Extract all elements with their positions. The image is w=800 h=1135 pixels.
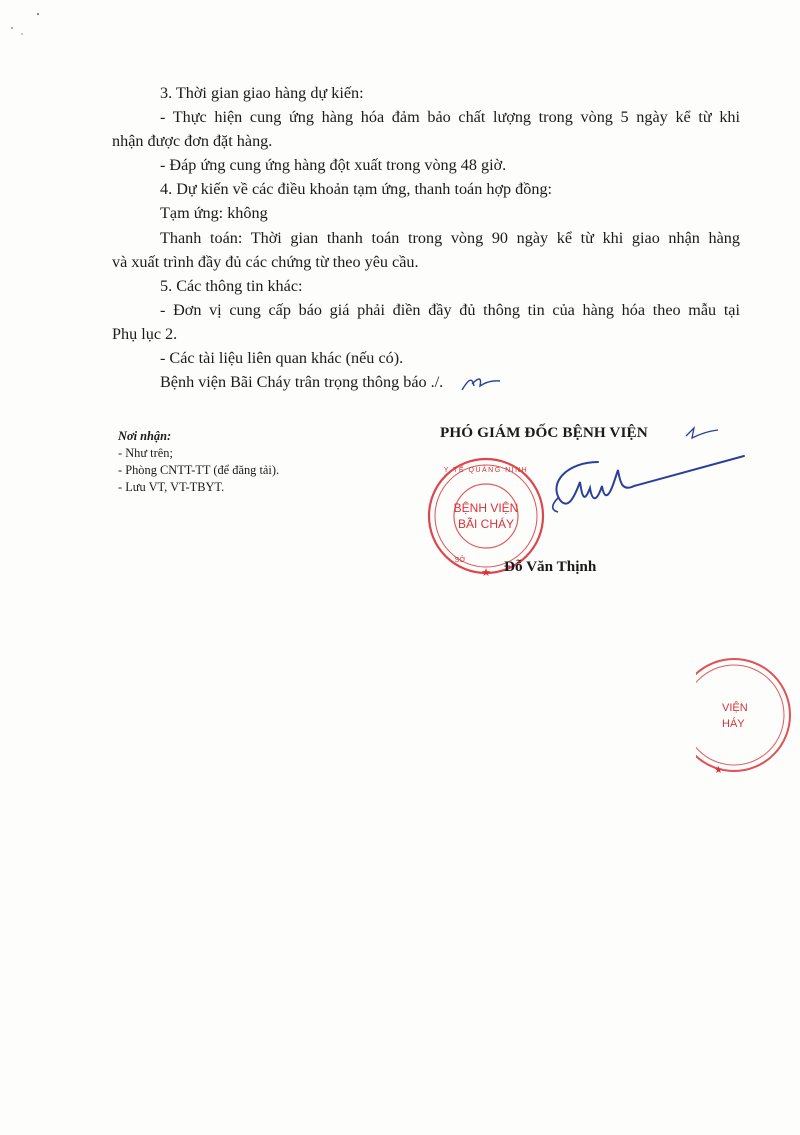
handwritten-signature [538,452,748,532]
payment-line-2: và xuất trình đầy đủ các chứng từ theo yêu cầu. [112,252,419,271]
handwritten-initials [456,374,502,394]
recipient-item: - Như trên; [118,446,173,460]
closing-line: Bệnh viện Bãi Cháy trân trọng thông báo ./. [160,373,444,392]
scan-specks [8,8,48,48]
quote-info-line-2: Phụ lục 2. [112,324,178,343]
recipients-heading: Nơi nhận: [118,429,172,443]
delivery-line-2: nhận được đơn đặt hàng. [112,132,273,151]
section-5-heading: 5. Các thông tin khác: [160,276,303,295]
stamp-star-icon: ★ [481,567,491,579]
urgent-delivery-line: - Đáp ứng cung ứng hàng đột xuất trong vòng 48 giờ. [160,156,507,175]
section-3-heading: 3. Thời gian giao hàng dự kiến: [160,84,364,102]
partial-stamp-impression [696,653,800,779]
partial-stamp-text-line2: HÁY [722,718,745,730]
payment-line-1: Thanh toán: Thời gian thanh toán trong vòng 90 ngày kể từ khi giao nhận hàng [160,228,740,247]
recipients-list [118,445,279,496]
stamp-text-line1: BỆNH VIỆN [453,501,519,515]
delivery-line-1: - Thực hiện cung ứng hàng hóa đảm bảo chất lượng trong vòng 5 ngày kể từ khi [160,108,740,127]
stamp-rim-text: Y TẾ QUẢNG NINH [443,467,529,474]
recipients-block [118,428,279,496]
other-docs-line: - Các tài liệu liên quan khác (nếu có). [160,349,404,368]
section-4-heading: 4. Dự kiến về các điều khoản tạm ứng, thanh toán hợp đồng: [160,180,553,199]
quote-info-line-1: - Đơn vị cung cấp báo giá phải điền đầy đủ thông tin của hàng hóa theo mẫu tại [160,300,740,319]
signer-name: Đỗ Văn Thịnh [504,558,597,575]
partial-stamp-star-icon: ★ [714,765,723,776]
body-text [112,81,740,394]
stamp-text-line2: BÃI CHÁY [457,517,515,531]
recipient-item: - Phòng CNTT-TT (để đăng tải). [118,463,280,477]
signer-title: PHÓ GIÁM ĐỐC BỆNH VIỆN [440,424,648,441]
handwritten-tick [682,422,722,442]
partial-stamp-text-line1: VIỆN [722,702,748,714]
advance-payment-line: Tạm ứng: không [160,204,268,223]
recipient-item: - Lưu VT, VT-TBYT. [118,480,225,494]
stamp-rim-text-bottom: SỞ [454,557,466,564]
